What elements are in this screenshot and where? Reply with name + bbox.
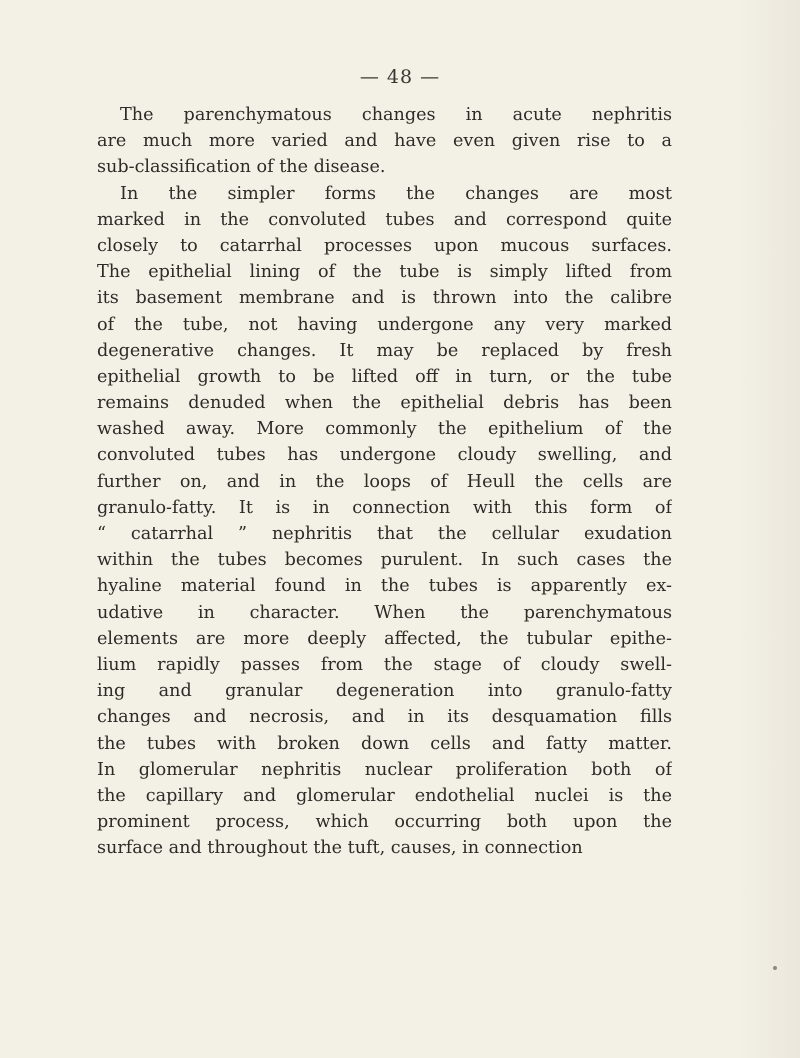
text-line: marked in the convoluted tubes and correspond quite xyxy=(97,209,672,230)
text-line: epithelial growth to be lifted off in turn, or the tube xyxy=(97,366,672,387)
text-line: granulo-fatty. It is in connection with this form of xyxy=(97,497,672,518)
text-line: are much more varied and have even given rise to a xyxy=(97,131,672,152)
text-line: within the tubes becomes purulent. In such cases the xyxy=(97,550,672,571)
text-line: the capillary and glomerular endothelial nuclei is the xyxy=(97,785,672,806)
text-line: the tubes with broken down cells and fatty matter. xyxy=(97,733,672,754)
text-line: The parenchymatous changes in acute nephritis xyxy=(120,105,672,125)
text-line: ing and granular degeneration into granulo-fatty xyxy=(97,681,672,702)
text-line: “ catarrhal ” nephritis that the cellular exudation xyxy=(97,524,672,544)
text-line: closely to catarrhal processes upon mucous surfaces. xyxy=(97,235,672,256)
text-line: prominent process, which occurring both upon the xyxy=(97,812,672,833)
text-line: degenerative changes. It may be replaced by fresh xyxy=(97,340,672,361)
text-line: In the simpler forms the changes are most xyxy=(120,183,672,204)
text-line: elements are more deeply affected, the tubular epithe- xyxy=(97,628,672,649)
text-line: surface and throughout the tuft, causes, in connection xyxy=(97,838,583,859)
text-line: In glomerular nephritis nuclear proliferation both of xyxy=(97,759,672,780)
text-line: udative in character. When the parenchymatous xyxy=(97,602,672,623)
text-line: its basement membrane and is thrown into the calibre xyxy=(97,288,672,309)
paper-speck xyxy=(773,966,777,970)
text-line: remains denuded when the epithelial debris has been xyxy=(97,393,672,414)
text-line: changes and necrosis, and in its desquamation fills xyxy=(97,707,672,728)
text-line: lium rapidly passes from the stage of cloudy swell- xyxy=(97,654,672,675)
text-line: washed away. More commonly the epithelium of the xyxy=(97,419,672,440)
text-line: The epithelial lining of the tube is simply lifted from xyxy=(97,262,672,283)
body-text xyxy=(97,102,672,861)
text-line: sub-classification of the disease. xyxy=(97,157,386,178)
text-line: of the tube, not having undergone any very marked xyxy=(97,314,672,335)
text-line: hyaline material found in the tubes is apparently ex- xyxy=(97,576,672,597)
text-line: further on, and in the loops of Heull the cells are xyxy=(97,471,672,492)
text-line: convoluted tubes has undergone cloudy swelling, and xyxy=(97,445,672,466)
page-number: — 48 — xyxy=(359,66,441,88)
